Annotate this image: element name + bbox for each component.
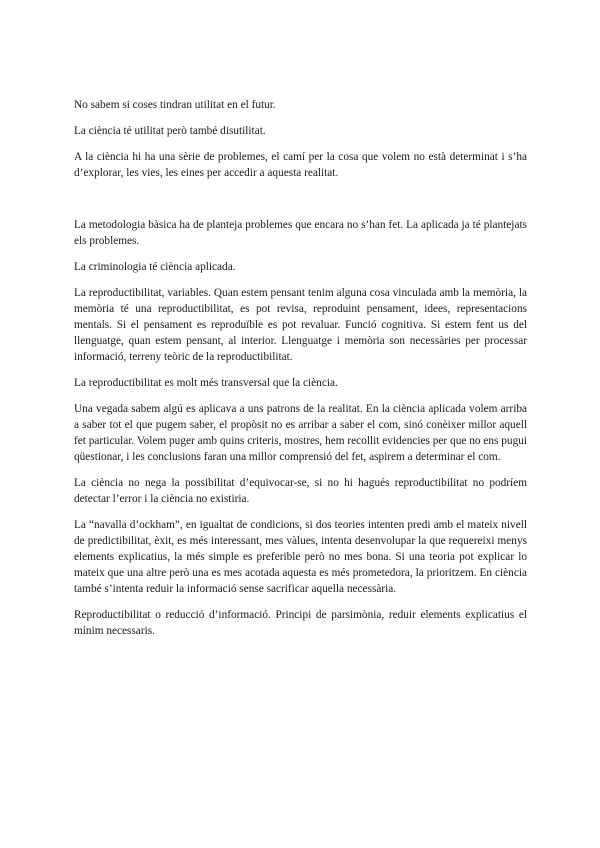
paragraph-reproducibility: La reproductibilitat, variables. Quan estem pensant tenim alguna cosa vinculada amb la memòria, la memòria té una reproductibilitat, es pot revisa, reproduint pensament, idees, representacions mentals. Si el pensament es reproduïble es pot revaluar. Funció cognitiva. Si estem fent us del llenguatge, quan estem pensant, al interior. Llenguatge i memòria son necessàries per processar informació, terreny teòric de la reproductibilitat. bbox=[74, 287, 527, 363]
paragraph-error: La ciència no nega la possibilitat d’equivocar-se, si no hi hagués reproductibilitat no podríem detectar l’error i la ciència no existiria. bbox=[74, 477, 527, 505]
document-body bbox=[74, 97, 527, 649]
blank-line bbox=[74, 191, 527, 217]
paragraph-reproducibility-transversal: La reproductibilitat es molt més transversal que la ciència. bbox=[74, 377, 338, 389]
paragraph-basic-methodology: La metodologia bàsica ha de planteja problemes que encara no s’han fet. La aplicada ja té plantejats els problemes. bbox=[74, 219, 527, 247]
paragraph-science-problems: A la ciència hi ha una sèrie de problemes, el camí per la cosa que volem no està determinat i s’ha d’explorar, les vies, les eines per accedir a aquesta realitat. bbox=[74, 151, 527, 179]
paragraph-science-utility: La ciència té utilitat però també disutilitat. bbox=[74, 125, 266, 137]
paragraph-criminology: La criminologia té ciència aplicada. bbox=[74, 261, 236, 273]
paragraph-ockham-razor: La “navalla d’ockham”, en igualtat de condicions, si dos teories intenten predi amb el mateix nivell de predictibilitat, èxit, es més interessant, mes vàlues, intenta desenvolupar la que requereixi menys elements explicatius, la més simple es preferible però no mes bona. Si una teoria pot explicar lo mateix que una altre però una es mes acotada aquesta es més prometedora, la prioritzem. En ciència també s’intenta reduir la informació sense sacrificar aquella necessària. bbox=[74, 519, 527, 595]
paragraph-parsimony: Reproductibilitat o reducció d’informació. Principi de parsimònia, reduir elements explicatius el mínim necessaris. bbox=[74, 609, 527, 637]
paragraph-applied-science: Una vegada sabem algú es aplicava a uns patrons de la realitat. En la ciència aplicada volem arriba a saber tot el que pugem saber, el propòsit no es arribar a saber el com, sinó conèixer millor aquell fet particular. Volem puger amb quins criteris, mostres, hem recollit evidencies per que no ens pugui qüestionar, i les conclusions faran una millor comprensió del fet, aspirem a determinar el com. bbox=[74, 403, 527, 463]
paragraph-future-utility: No sabem si coses tindran utilitat en el futur. bbox=[74, 99, 276, 111]
